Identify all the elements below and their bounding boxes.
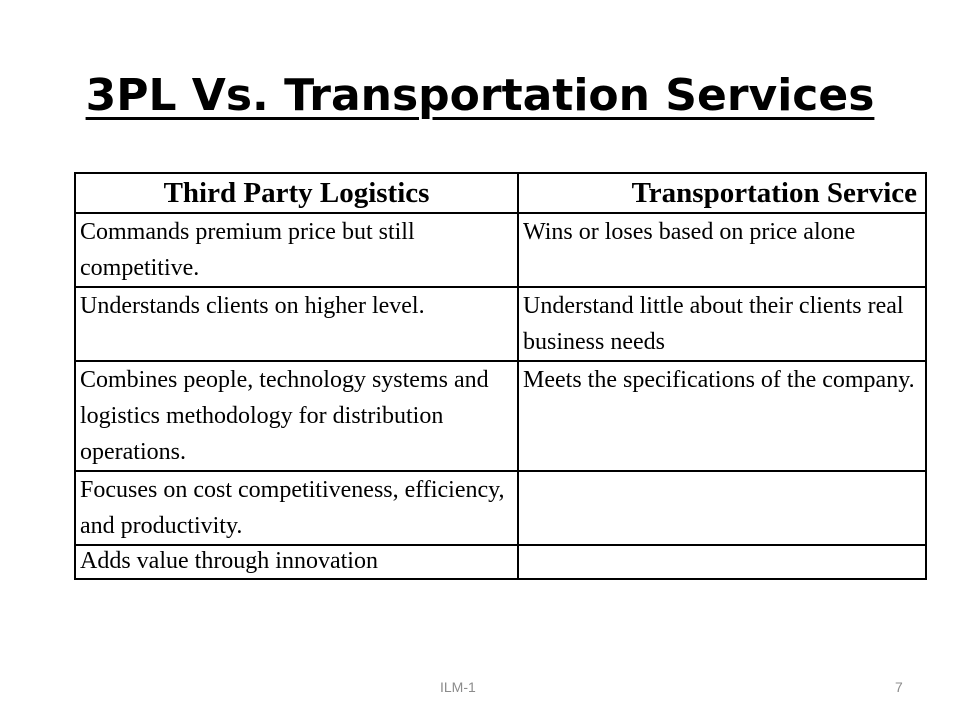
table-row — [75, 545, 926, 579]
cell-3pl: Commands premium price but still competitive. — [75, 213, 518, 287]
cell-transportation: Understand little about their clients real business needs — [518, 287, 926, 361]
cell-3pl: Adds value through innovation — [75, 545, 518, 579]
page-number: 7 — [895, 679, 903, 695]
table-row — [75, 213, 926, 287]
cell-3pl: Understands clients on higher level. — [75, 287, 518, 361]
table-row — [75, 471, 926, 545]
cell-transportation: Meets the specifications of the company. — [518, 361, 926, 471]
cell-transportation — [518, 471, 926, 545]
table-row — [75, 287, 926, 361]
footer-label: ILM-1 — [440, 679, 476, 695]
slide-title — [0, 64, 960, 128]
cell-transportation — [518, 545, 926, 579]
slide-title-text: 3PL Vs. Transportation Services — [85, 70, 875, 121]
header-transportation-service: Transportation Service — [518, 173, 926, 213]
cell-3pl: Focuses on cost competitiveness, efficiency, and productivity. — [75, 471, 518, 545]
cell-transportation: Wins or loses based on price alone — [518, 213, 926, 287]
header-third-party-logistics: Third Party Logistics — [75, 173, 518, 213]
table-header-row — [75, 173, 926, 213]
cell-3pl: Combines people, technology systems and logistics methodology for distribution operations. — [75, 361, 518, 471]
table-row — [75, 361, 926, 471]
comparison-table — [74, 172, 927, 580]
